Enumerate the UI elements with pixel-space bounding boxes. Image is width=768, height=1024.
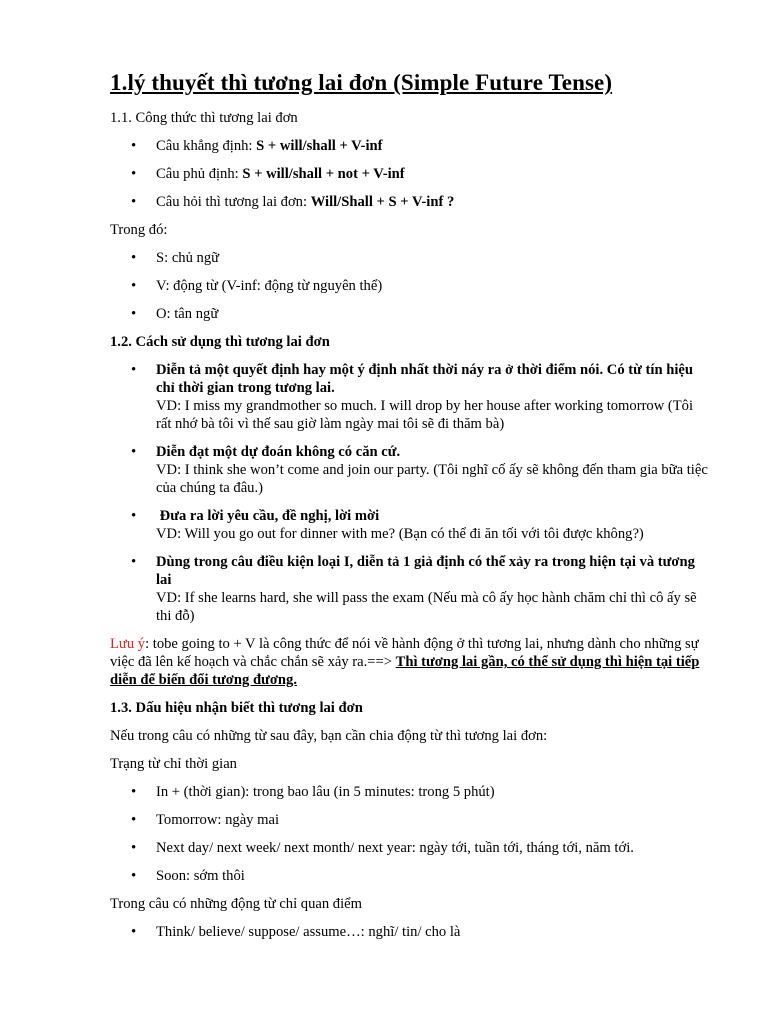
verbs-heading: Trong câu có những động từ chỉ quan điểm bbox=[110, 896, 362, 912]
section-1-1-heading: 1.1. Công thức thì tương lai đơn bbox=[110, 110, 298, 126]
note-emphasis: Thì tương lai gần, có thể sử dụng thì hiện tại tiếp diễn để biến đổi tương đương. bbox=[110, 654, 700, 688]
term-list bbox=[110, 249, 710, 323]
opinion-verb-item: • Think/ believe/ suppose/ assume…: nghĩ/ tin/ cho là bbox=[110, 923, 710, 941]
formula-label: Câu khẳng định: bbox=[156, 138, 257, 154]
section-1-3-intro: Nếu trong câu có những từ sau đây, bạn cần chia động từ thì tương lai đơn: bbox=[110, 728, 548, 744]
formula-affirmative bbox=[110, 137, 710, 155]
formula-text: Will/Shall + S + V-inf ? bbox=[310, 194, 455, 210]
usage-item bbox=[110, 361, 710, 433]
formula-question bbox=[110, 193, 710, 211]
trong-do-label: Trong đó: bbox=[110, 222, 168, 238]
formula-list bbox=[110, 137, 710, 211]
formula-negative bbox=[110, 165, 710, 183]
formula-text: S + will/shall + not + V-inf bbox=[242, 166, 405, 182]
usage-example: VD: If she learns hard, she will pass the exam (Nếu mà cô ấy học hành chăm chỉ thì cô ấy sẽ thi đỗ) bbox=[156, 590, 697, 624]
note-label: Lưu ý bbox=[110, 636, 146, 652]
section-1-3-heading: 1.3. Dấu hiệu nhận biết thì tương lai đơn bbox=[110, 700, 363, 716]
page-title: 1.lý thuyết thì tương lai đơn (Simple Future Tense) bbox=[110, 70, 613, 95]
adverb-item: • Tomorrow: ngày mai bbox=[110, 811, 710, 829]
term-item: • O: tân ngữ bbox=[110, 305, 710, 323]
adverb-list bbox=[110, 783, 710, 885]
usage-title: • Dùng trong câu điều kiện loại I, diễn tả 1 giả định có thể xảy ra trong hiện tại và tương lai bbox=[156, 554, 695, 588]
formula-label: Câu phủ định: bbox=[156, 166, 243, 182]
usage-example: VD: I miss my grandmother so much. I will drop by her house after working tomorrow (Tôi rất nhớ bà tôi vì thế sau giờ làm ngày mai tôi sẽ đi thăm bà) bbox=[156, 398, 694, 432]
usage-example: VD: I think she won’t come and join our party. (Tôi nghĩ cố ấy sẽ không đến tham gia bữa tiệc của chúng ta đâu.) bbox=[156, 462, 708, 496]
usage-title: • Diễn tả một quyết định hay một ý định nhất thời náy ra ở thời điểm nói. Có từ tín hiệu chỉ thời gian trong tương lai. bbox=[156, 362, 693, 396]
adverb-item: • In + (thời gian): trong bao lâu (in 5 minutes: trong 5 phút) bbox=[110, 783, 710, 801]
adverbs-heading: Trạng từ chỉ thời gian bbox=[110, 756, 237, 772]
usage-title: • Diễn đạt một dự đoán không có căn cứ. bbox=[156, 444, 401, 460]
opinion-verb-list bbox=[110, 923, 710, 941]
usage-list bbox=[110, 361, 710, 625]
note-text: : tobe going to + V là công thức để nói về hành động ở thì tương lai, nhưng dành cho những sự việc đã lên kế hoạch và chắc chắn sẽ xảy ra.==> bbox=[110, 636, 699, 670]
term-item: • V: động từ (V-inf: động từ nguyên thể) bbox=[110, 277, 710, 295]
usage-title: • Đưa ra lời yêu cầu, đề nghị, lời mời bbox=[156, 508, 380, 524]
document-content bbox=[110, 68, 710, 951]
usage-item bbox=[110, 553, 710, 625]
formula-text: S + will/shall + V-inf bbox=[256, 138, 383, 154]
usage-example: VD: Will you go out for dinner with me? (Bạn có thể đi ăn tối với tôi được không?) bbox=[156, 526, 644, 542]
usage-item bbox=[110, 443, 710, 497]
usage-item bbox=[110, 507, 710, 543]
note-paragraph bbox=[110, 635, 710, 689]
adverb-item: • Next day/ next week/ next month/ next year: ngày tới, tuần tới, tháng tới, năm tới. bbox=[110, 839, 710, 857]
formula-label: Câu hỏi thì tương lai đơn: bbox=[156, 194, 311, 210]
term-item: • S: chủ ngữ bbox=[110, 249, 710, 267]
section-1-2-heading: 1.2. Cách sử dụng thì tương lai đơn bbox=[110, 334, 330, 350]
adverb-item: • Soon: sớm thôi bbox=[110, 867, 710, 885]
